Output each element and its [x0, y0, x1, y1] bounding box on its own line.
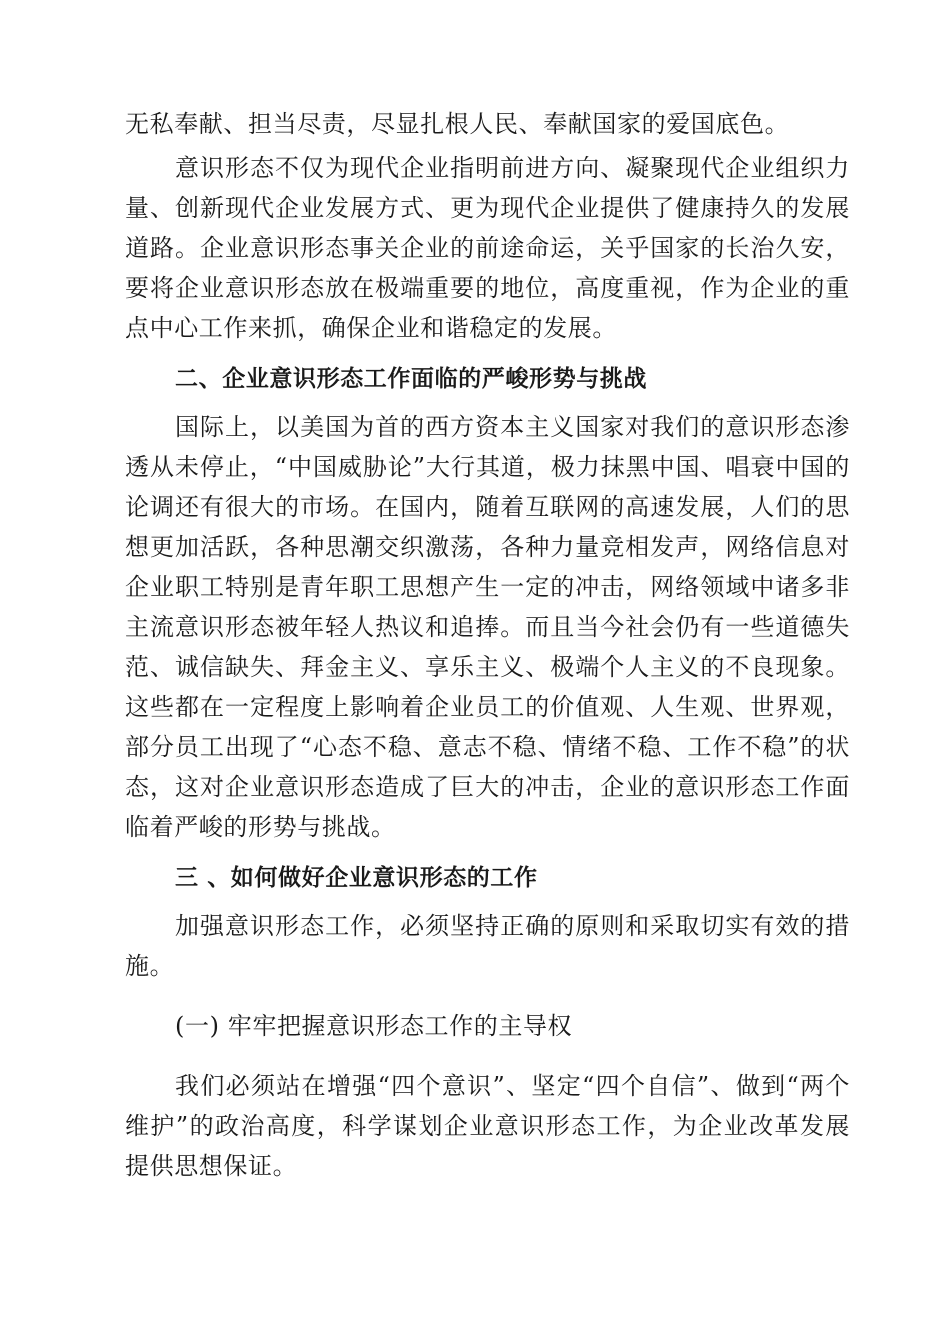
- paragraph-1: 无私奉献、担当尽责，尽显扎根人民、奉献国家的爱国底色。: [125, 110, 790, 138]
- paragraph-3: 国际上，以美国为首的西方资本主义国家对我们的意识形态渗透从未停止，“中国威胁论”大行其道，极力抹黑中国、唱衰中国的论调还有很大的市场。在国内，随着互联网的高速发展，人们的思想更加活跃，各种思潮交织激荡，各种力量竞相发声，网络信息对企业职工特别是青年职工思想产生一定的冲击，网络领域中诸多非主流意识形态被年轻人热议和追捧。而且当今社会仍有一些道德失范、诚信缺失、拜金主义、享乐主义、极端个人主义的不良现象。这些都在一定程度上影响着企业员工的价值观、人生观、世界观，部分员工出现了“心态不稳、意志不稳、情绪不稳、工作不稳”的状态，这对企业意识形态造成了巨大的冲击，企业的意识形态工作面临着严峻的形势与挑战。: [125, 413, 850, 841]
- subsection-heading-1: (一) 牢牢把握意识形态工作的主导权: [175, 1012, 573, 1040]
- paragraph-2: 意识形态不仅为现代企业指明前进方向、凝聚现代企业组织力量、创新现代企业发展方式、更为现代企业提供了健康持久的发展道路。企业意识形态事关企业的前途命运，关乎国家的长治久安，要将企业意识形态放在极端重要的地位，高度重视，作为企业的重点中心工作来抓，确保企业和谐稳定的发展。: [125, 154, 850, 342]
- paragraph-5: 我们必须站在增强“四个意识”、坚定“四个自信”、做到“两个维护”的政治高度，科学谋划企业意识形态工作，为企业改革发展提供思想保证。: [125, 1072, 850, 1180]
- document-page: [125, 104, 850, 1186]
- section-heading-2: 二、企业意识形态工作面临的严峻形势与挑战: [175, 366, 647, 392]
- paragraph-4: 加强意识形态工作，必须坚持正确的原则和采取切实有效的措施。: [125, 912, 850, 980]
- section-heading-3: 三 、如何做好企业意识形态的工作: [175, 865, 538, 891]
